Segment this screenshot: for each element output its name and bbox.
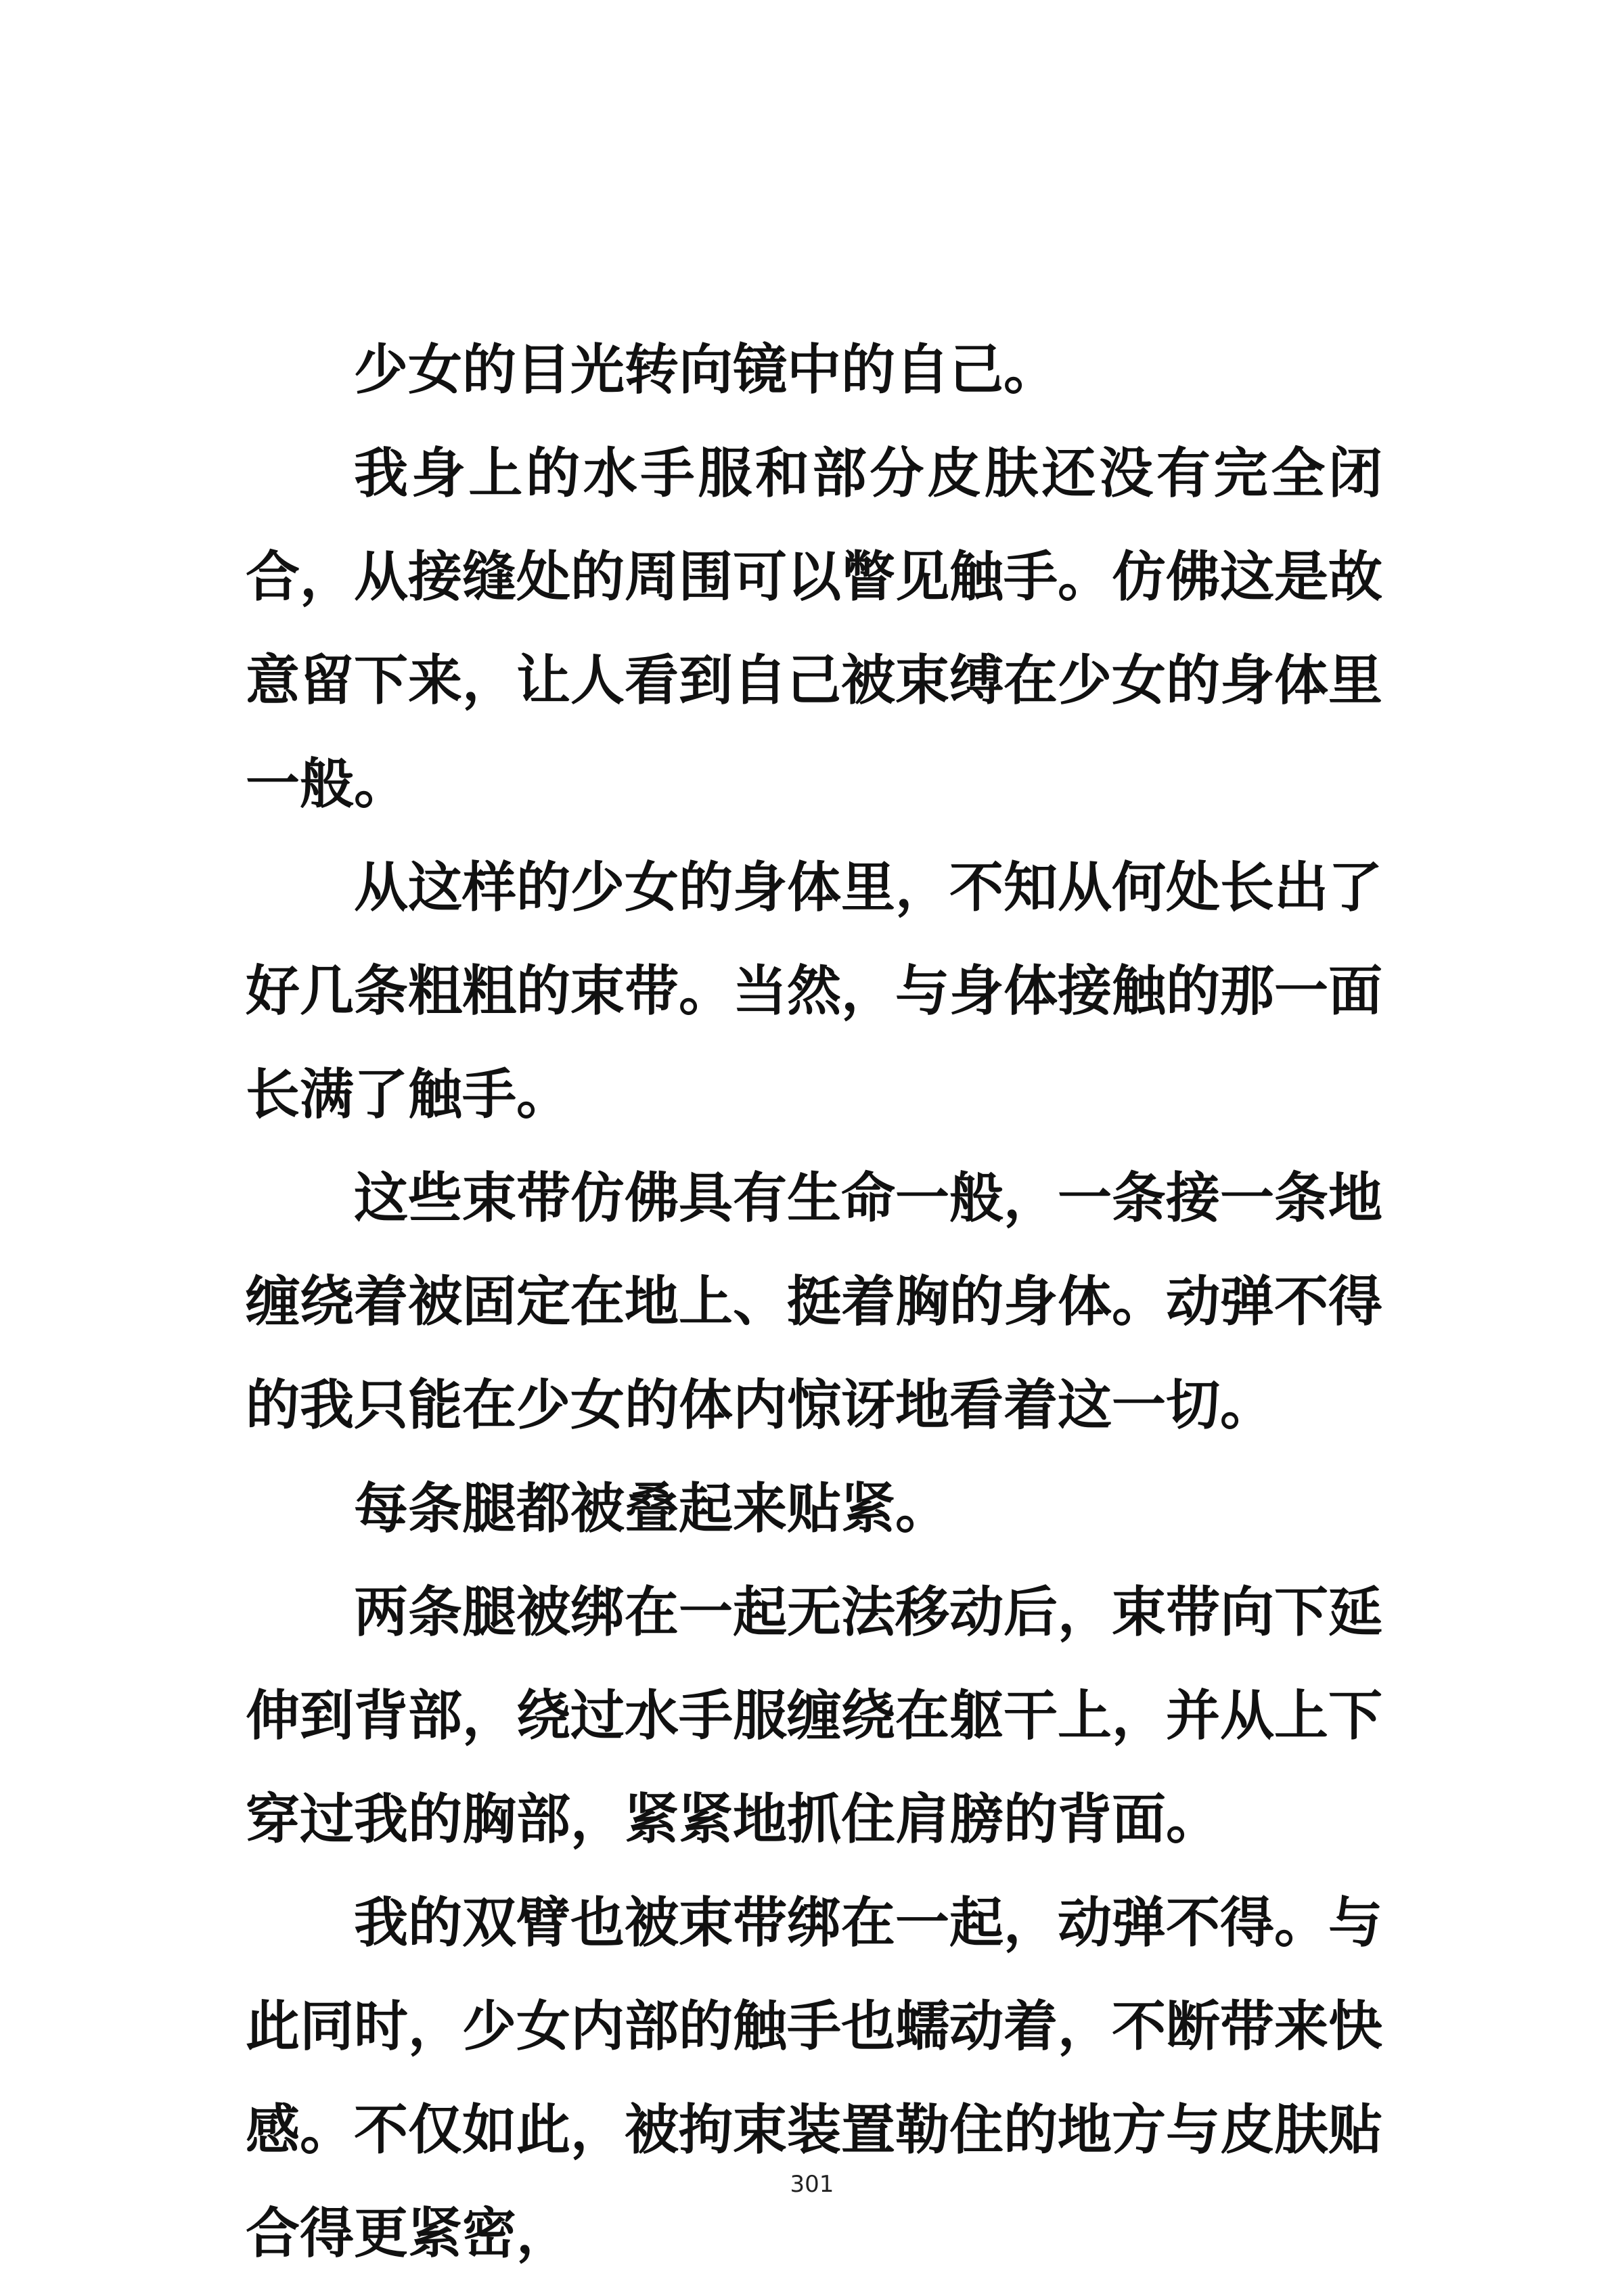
paragraph-5: 每条腿都被叠起来贴紧。 [354,1477,949,1540]
paragraph-1: 少女的目光转向镜中的自己。 [354,338,1058,401]
page-number: 301 [790,2171,834,2198]
paragraph-4: 这些束带仿佛具有生命一般，一条接一条地缠绕着被固定在地上、挺着胸的身体。动弹不得的我只能在少女的体内惊讶地看着这一切。 [246,1166,1382,1437]
paragraph-3: 从这样的少女的身体里，不知从何处长出了好几条粗粗的束带。当然，与身体接触的那一面长满了触手。 [246,855,1382,1126]
text-body [246,318,1382,2285]
paragraph-6: 两条腿被绑在一起无法移动后，束带向下延伸到背部，绕过水手服缠绕在躯干上，并从上下穿过我的胸部，紧紧地抓住肩膀的背面。 [246,1580,1382,1851]
paragraph-2: 我身上的水手服和部分皮肤还没有完全闭合，从接缝处的周围可以瞥见触手。仿佛这是故意留下来，让人看到自己被束缚在少女的身体里一般。 [246,441,1382,815]
paragraph-7: 我的双臂也被束带绑在一起，动弹不得。与此同时，少女内部的触手也蠕动着，不断带来快感。不仅如此，被拘束装置勒住的地方与皮肤贴合得更紧密， [246,1891,1382,2265]
